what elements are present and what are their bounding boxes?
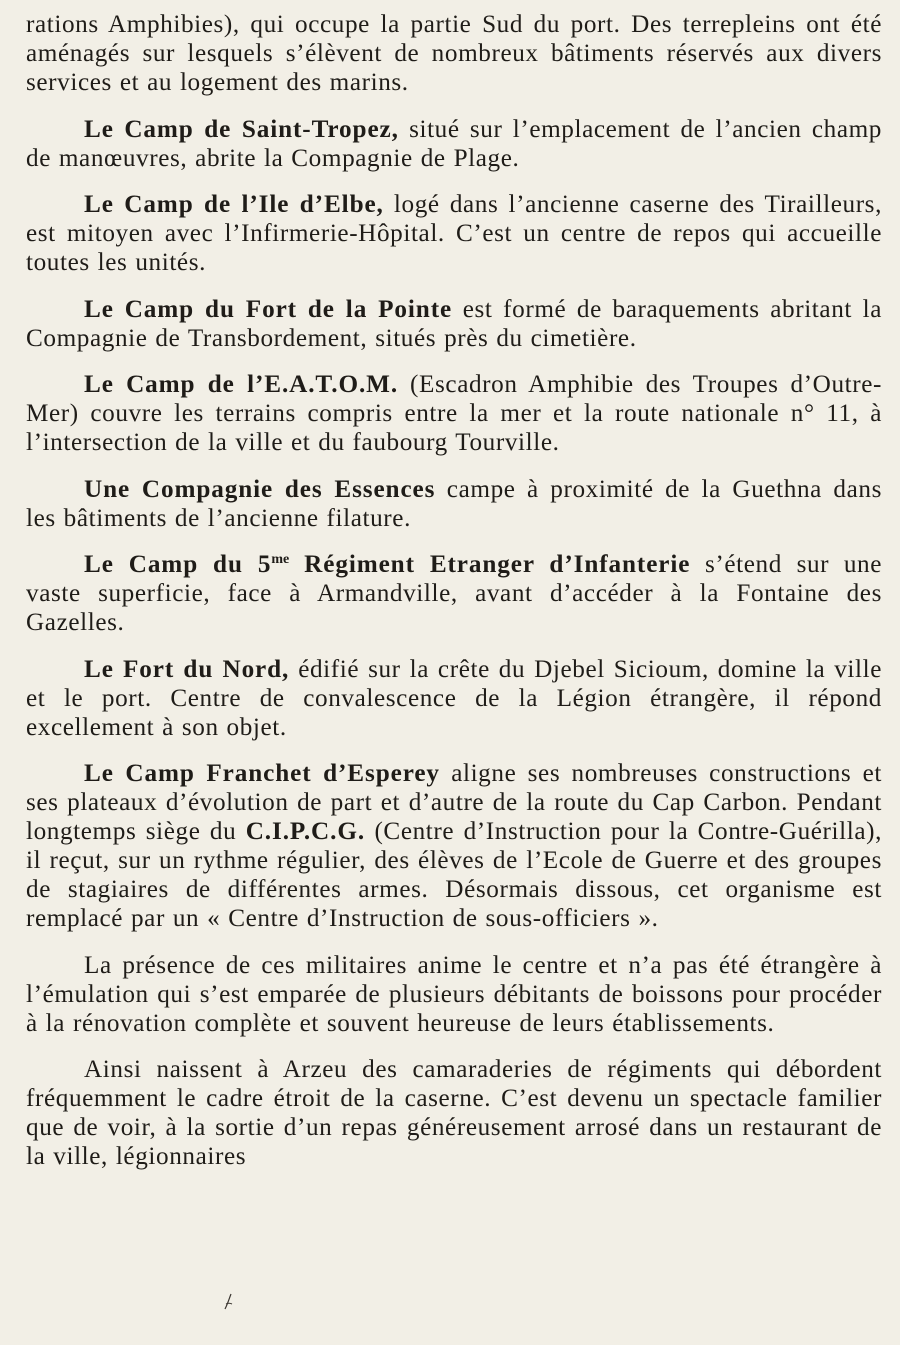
paragraph-text: rations Amphibies), qui occupe la partie Sud du port. Des terrepleins ont été aménagés sur lesquels s’élèvent de nombreux bâtiments réservés aux divers services et au logement des marins. [26, 11, 882, 96]
paragraph-compagnie-essences [26, 475, 882, 533]
paragraph-heading [84, 551, 690, 578]
paragraph-heading: Le Camp de l’E.A.T.O.M. [84, 371, 399, 398]
paragraph-camaraderies [26, 1055, 882, 1171]
paragraph-heading: Le Camp de l’Ile d’Elbe, [84, 191, 384, 218]
paragraph-text: La présence de ces militaires anime le centre et n’a pas été étrangère à l’émulation qui s’est emparée de plusieurs débitants de boissons pour procéder à la rénovation complète et souvent heureuse de leurs établissements. [26, 951, 882, 1037]
paragraph-port [26, 10, 882, 97]
paragraph-heading: Le Camp de Saint-Tropez, [84, 115, 399, 143]
paragraph-camp-franchet [26, 759, 882, 933]
paragraph-heading: Le Camp Franchet d’Esperey [84, 760, 440, 787]
paragraph-text: s’étend sur une vaste superficie, face à Armandville, avant d’accéder à la Fontaine des Gazelles. [26, 551, 882, 636]
paragraph-text: situé sur l’emplacement de l’ancien champ de manœuvres, abrite la Compagnie de Plage. [26, 115, 882, 172]
paragraph-camp-eatom [26, 370, 882, 457]
paragraph-heading: Le Fort du Nord, [84, 655, 290, 683]
paragraph-text: campe à proximité de la Guethna dans les bâtiments de l’ancienne filature. [26, 475, 883, 532]
heading-part: Régiment Etranger d’Infanterie [289, 551, 691, 578]
ink-mark-icon [222, 1292, 236, 1312]
heading-part: Le Camp du 5 [84, 551, 272, 578]
paragraph-fort-nord [26, 655, 882, 742]
paragraph-presence-militaires [26, 951, 882, 1038]
paragraph-text: (Escadron Amphibie des Troupes d’Outre-Mer) couvre les terrains compris entre la mer et la route nationale n° 11, à l’intersection de la ville et du faubourg Tourville. [26, 371, 883, 456]
paragraph-text: édifié sur la crête du Djebel Sicioum, domine la ville et le port. Centre de convalescence de la Légion étrangère, il répond excellement à son objet. [26, 655, 882, 741]
paragraph-camp-fort-pointe [26, 295, 882, 353]
paragraph-acronym: C.I.P.C.G. [245, 818, 366, 845]
document-page [26, 10, 882, 1189]
paragraph-heading: Une Compagnie des Essences [84, 475, 436, 503]
paragraph-camp-saint-tropez [26, 115, 882, 173]
paragraph-text: Ainsi naissent à Arzeu des camaraderies de régiments qui débordent fréquemment le cadre étroit de la caserne. C’est devenu un spectacle familier que de voir, à la sortie d’un repas généreusement arrosé dans un restaurant de la ville, légionnaires [26, 1056, 882, 1170]
paragraph-camp-5e-rei [26, 550, 882, 637]
paragraph-text: (Centre d’Instruction pour la Contre-Guérilla), il reçut, sur un rythme régulier, des élèves de l’Ecole de Guerre et des groupes de stagiaires de différentes armes. Désormais dissous, cet organisme est remplacé par un « Centre d’Instruction de sous-officiers ». [26, 818, 882, 932]
paragraph-heading: Le Camp du Fort de la Pointe [84, 295, 453, 323]
paragraph-text: est formé de baraquements abritant la Compagnie de Transbordement, situés près du cimetière. [26, 295, 882, 352]
paragraph-text: logé dans l’ancienne caserne des Tirailleurs, est mitoyen avec l’Infirmerie-Hôpital. C’est un centre de repos qui accueille toutes les unités. [26, 191, 882, 276]
paragraph-camp-ile-elbe [26, 190, 882, 277]
heading-superscript: me [271, 552, 290, 567]
paragraph-text: aligne ses nombreuses constructions et ses plateaux d’évolution de part et d’autre de la route du Cap Carbon. Pendant longtemps siège du [26, 760, 882, 845]
